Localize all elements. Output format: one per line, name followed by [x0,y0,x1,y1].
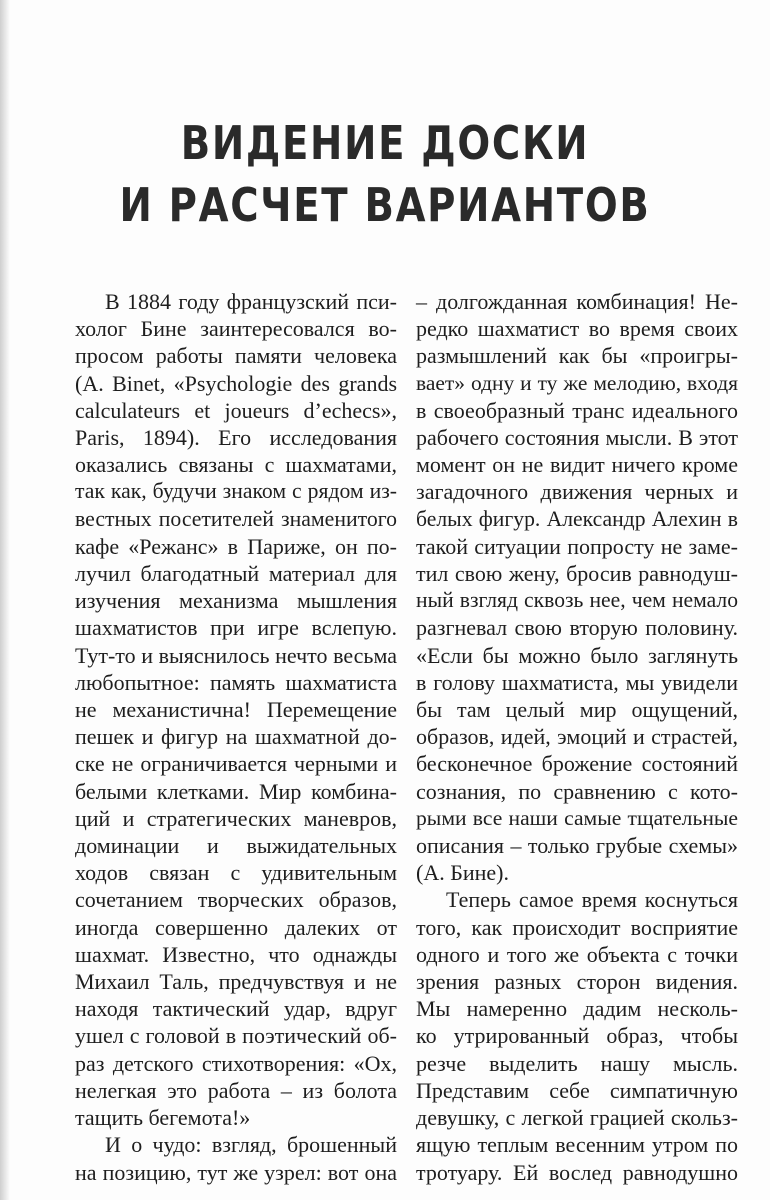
text-line: бы там целый мир ощущений, [416,697,738,723]
text-line: (А. Бине). [416,860,509,886]
text-line: бесконечное брожение состояний [416,751,738,777]
text-line: девушку, с легкой грацией скольз- [416,1105,738,1131]
text-line: шахматистов при игре вслепую. [75,615,397,641]
text-line: Тут-то и выяснилось нечто весьма [75,642,397,668]
text-line: не механистична! Перемещение [75,697,397,723]
text-line: любопытное: память шахматиста [75,669,397,695]
text-line: описания – только грубые схемы» [416,833,738,859]
text-line: тил свою жену, бросив равнодуш- [416,561,738,587]
text-line: просом работы памяти человека [75,343,397,369]
text-line: рыми все наши самые тщательные [416,805,738,830]
text-line: нелегкая это работа – из болота [75,1077,397,1103]
text-line: Представим себе симпатичную [416,1077,738,1103]
text-line: разгневал свою вторую половину. [416,615,738,641]
text-line: – долгожданная комбинация! Не- [416,289,738,314]
text-column-left [75,288,397,1186]
text-line: раз детского стихотворения: «Ох, [75,1050,397,1076]
text-line: рабочего состояния мысли. В этот [416,425,738,451]
text-line: иногда совершенно далеких от [75,914,397,940]
page-binding-shadow [0,0,10,1200]
text-line: В 1884 году французский пси- [105,289,397,314]
text-line: в своеобразный транс идеального [416,397,738,423]
text-line: вает» одну и ту же мелодию, входя [416,370,738,395]
text-column-right [416,288,738,1186]
text-line: calculateurs et joueurs d’echecs», [75,397,397,423]
text-line: белых фигур. Александр Алехин в [416,506,738,531]
text-line: момент он не видит ничего кроме [416,452,738,478]
text-line: ко утрированный образ, чтобы [416,1023,738,1049]
text-line: того, как происходит восприятие [416,914,738,940]
text-line: доминации и выжидательных [75,833,397,859]
text-line: на позицию, тут же узрел: вот она [75,1159,397,1185]
text-line: лучил благодатный материал для [75,561,397,587]
text-line: ций и стратегических маневров, [75,805,397,831]
text-line: редко шахматист во время своих [416,316,738,342]
text-line: тротуару. Ей вослед равнодушно [416,1159,738,1185]
text-line: размышлений как бы «проигры- [416,343,738,369]
text-line: в голову шахматиста, мы увидели [416,669,738,695]
text-line: оказались связаны с шахматами, [75,452,397,478]
text-line: Мы намеренно дадим несколь- [416,996,738,1022]
text-line: холог Бине заинтересовался во- [75,316,397,342]
text-line: резче выделить нашу мысль. [416,1050,738,1076]
text-line: так как, будучи знаком с рядом из- [75,479,397,504]
text-line: ящую теплым весенним утром по [416,1132,738,1158]
text-line: сознания, по сравнению с кото- [416,778,738,804]
text-line: пешек и фигур на шахматной до- [75,724,397,750]
text-line: «Если бы можно было заглянуть [416,642,738,668]
text-line: Paris, 1894). Его исследования [75,425,397,451]
chapter-title [62,112,709,236]
text-line: шахмат. Известно, что однажды [75,941,397,967]
text-line: ный взгляд сквозь нее, чем немало [416,588,738,613]
chapter-title-line-1: ВИДЕНИЕ ДОСКИ [180,116,590,170]
text-line: такой ситуации попросту не заме- [416,533,738,559]
text-line: образов, идей, эмоций и страстей, [416,724,738,750]
text-line: Теперь самое время коснуться [446,887,738,913]
text-line: (A. Binet, «Psychologie des grands [75,370,397,396]
text-line: ске не ограничивается черными и [75,751,397,777]
text-line: Михаил Таль, предчувствуя и не [75,969,397,995]
text-line: находя тактический удар, вдруг [75,996,397,1022]
text-line: ушел с головой в поэтический об- [75,1023,397,1049]
text-line: изучения механизма мышления [75,588,397,614]
text-line: кафе «Режанс» в Париже, он по- [75,533,397,559]
text-line: зрения разных сторон видения. [416,969,738,995]
text-line: ходов связан с удивительным [75,860,397,886]
text-line: вестных посетителей знаменитого [75,506,397,531]
text-line: И о чудо: взгляд, брошенный [105,1132,397,1158]
text-line: белыми клетками. Мир комбина- [75,778,397,804]
text-line: сочетанием творческих образов, [75,887,397,913]
chapter-title-line-2: И РАСЧЕТ ВАРИАНТОВ [119,178,651,232]
text-line: тащить бегемота!» [75,1105,251,1131]
text-line: загадочного движения черных и [416,479,738,505]
text-line: одного и того же объекта с точки [416,941,738,967]
